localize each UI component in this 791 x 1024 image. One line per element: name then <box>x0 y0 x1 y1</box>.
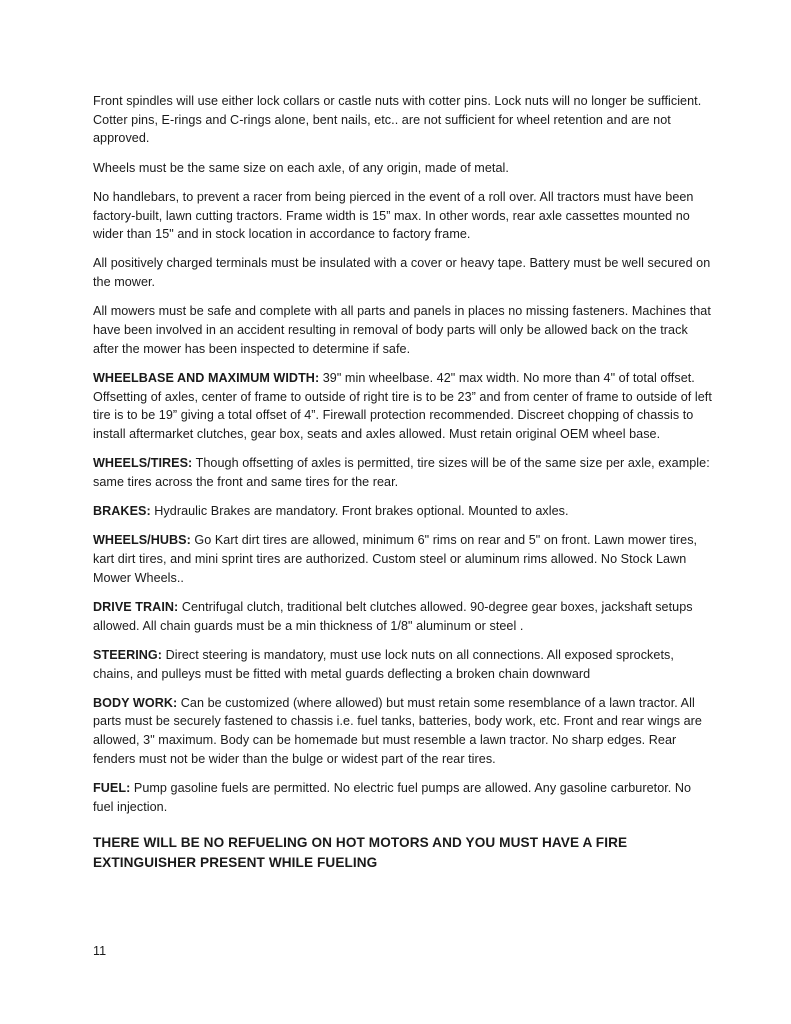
section-heading: DRIVE TRAIN: <box>93 599 179 614</box>
paragraph-steering <box>93 646 713 683</box>
paragraph-text: Front spindles will use either lock collars or castle nuts with cotter pins. Lock nuts will no longer be sufficient. Cotter pins, E-rings and C-rings alone, bent nails, etc.. are not sufficient for wheel retention and are not approved. <box>93 94 702 146</box>
section-heading: FUEL: <box>93 781 131 796</box>
paragraph-front-spindles <box>93 92 713 148</box>
paragraph-text: Hydraulic Brakes are mandatory. Front brakes optional. Mounted to axles. <box>150 504 569 519</box>
paragraph-wheels-tires <box>93 454 713 491</box>
document-body <box>93 92 713 873</box>
section-heading: BRAKES: <box>93 504 151 519</box>
paragraph-drive-train <box>93 598 713 635</box>
section-heading: STEERING: <box>93 647 163 662</box>
paragraph-safety <box>93 302 713 358</box>
section-heading: WHEELBASE AND MAXIMUM WIDTH: <box>93 370 320 385</box>
section-heading: WHEELS/TIRES: <box>93 456 193 471</box>
paragraph-text: Go Kart dirt tires are allowed, minimum 6" rims on rear and 5" on front. Lawn mower tires, kart dirt tires, and mini sprint tires are authorized. Custom steel or aluminum rims allowed. No Stock Lawn Mower Wheels.. <box>93 533 698 585</box>
paragraph-wheels-hubs <box>93 531 713 587</box>
paragraph-text: No handlebars, to prevent a racer from being pierced in the event of a roll over. All tractors must have been factory-built, lawn cutting tractors. Frame width is 15” max. In other words, rear axle cassettes mounted no wider than 15" and in stock location in accordance to factory frame. <box>93 189 694 242</box>
paragraph-brakes <box>93 502 713 521</box>
paragraph-wheelbase <box>93 369 713 444</box>
section-heading: BODY WORK: <box>93 695 178 710</box>
paragraph-text: Can be customized (where allowed) but must retain some resemblance of a lawn tractor. All parts must be securely fastened to chassis i.e. fuel tanks, batteries, body work, etc. Front and rear wings are allowed, 3" maximum. Body can be homemade but must resemble a lawn tractor. No sharp edges. Rear fenders must not be wider than the bulge or widest part of the rear tires. <box>93 695 702 766</box>
paragraph-wheels-size <box>93 159 713 178</box>
paragraph-fuel <box>93 779 713 816</box>
page-number: 11 <box>93 944 107 958</box>
paragraph-text: All positively charged terminals must be insulated with a cover or heavy tape. Battery must be well secured on the mower. <box>93 256 711 290</box>
paragraph-text: Pump gasoline fuels are permitted. No electric fuel pumps are allowed. Any gasoline carburetor. No fuel injection. <box>93 781 692 814</box>
paragraph-text: Wheels must be the same size on each axle, of any origin, made of metal. <box>93 160 509 175</box>
paragraph-body-work <box>93 694 713 769</box>
paragraph-handlebars <box>93 188 713 244</box>
section-heading: WHEELS/HUBS: <box>93 533 191 548</box>
paragraph-text: Centrifugal clutch, traditional belt clutches allowed. 90-degree gear boxes, jackshaft setups allowed. All chain guards must be a min thickness of 1/8" aluminum or steel . <box>93 599 693 633</box>
paragraph-text: 39" min wheelbase. 42" max width. No more than 4" of total offset. Offsetting of axles, center of frame to outside of right tire is to be 23” and from center of frame to outside of left tire is to be 19” giving a total offset of 4”. Firewall protection recommended. Discreet chopping of chassis to install aftermarket clutches, gear box, seats and axles allowed. Must retain original OEM wheel base. <box>93 370 712 442</box>
fueling-warning: THERE WILL BE NO REFUELING ON HOT MOTORS AND YOU MUST HAVE A FIRE EXTINGUISHER PRESENT WHILE FUELING <box>93 834 628 870</box>
paragraph-text: Though offsetting of axles is permitted, tire sizes will be of the same size per axle, example: same tires across the front and same tires for the rear. <box>93 456 710 489</box>
paragraph-text: All mowers must be safe and complete with all parts and panels in places no missing fasteners. Machines that have been involved in an accident resulting in removal of body parts will only be allowed back on the track after the mower has been inspected to determine if safe. <box>93 304 711 356</box>
paragraph-text: Direct steering is mandatory, must use lock nuts on all connections. All exposed sprockets, chains, and pulleys must be fitted with metal guards deflecting a broken chain downward <box>93 647 674 681</box>
paragraph-terminals <box>93 254 713 291</box>
